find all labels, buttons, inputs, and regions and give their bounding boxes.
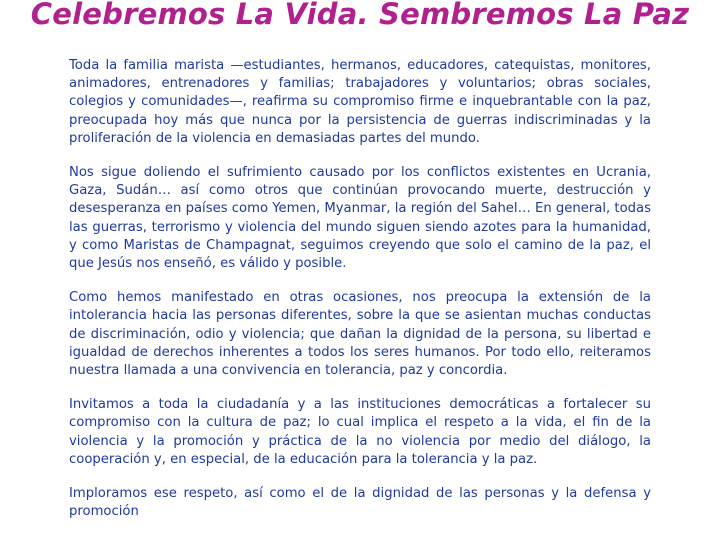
document-body (69, 57, 651, 537)
paragraph-1: Toda la familia marista —estudiantes, hermanos, educadores, catequistas, monitores, animadores, entrenadores y familias; trabajadores y voluntarios; obras sociales, colegios y comunidades—, reafirma su compromiso firme e inquebrantable con la paz, preocupada hoy más que nunca por la persistencia de guerras indiscriminadas y la proliferación de la violencia en demasiadas partes del mundo. (69, 58, 651, 146)
paragraph-5: Imploramos ese respeto, así como el de la dignidad de las personas y la defensa y promoción (69, 486, 651, 520)
paragraph-2: Nos sigue doliendo el sufrimiento causado por los conflictos existentes en Ucrania, Gaza, Sudán… así como otros que continúan provocando muerte, destrucción y desesperanza en países como Yemen, Myanmar, la región del Sahel… En general, todas las guerras, terrorismo y violencia del mundo siguen siendo azotes para la humanidad, y como Maristas de Champagnat, seguimos creyendo que solo el camino de la paz, el que Jesús nos enseñó, es válido y posible. (69, 165, 651, 272)
document-title: Celebremos La Vida. Sembremos La Paz (30, 0, 690, 31)
paragraph-4: Invitamos a toda la ciudadanía y a las instituciones democráticas a fortalecer su compromiso con la cultura de paz; lo cual implica el respeto a la vida, el fin de la violencia y la promoción y práctica de la no violencia por medio del diálogo, la cooperación y, en especial, de la educación para la tolerancia y la paz. (69, 397, 651, 467)
paragraph-3: Como hemos manifestado en otras ocasiones, nos preocupa la extensión de la intolerancia hacia las personas diferentes, sobre la que se asientan muchas conductas de discriminación, odio y violencia; que dañan la dignidad de la persona, su libertad e igualdad de derechos inherentes a todos los seres humanos. Por todo ello, reiteramos nuestra llamada a una convivencia en tolerancia, paz y concordia. (69, 290, 651, 379)
